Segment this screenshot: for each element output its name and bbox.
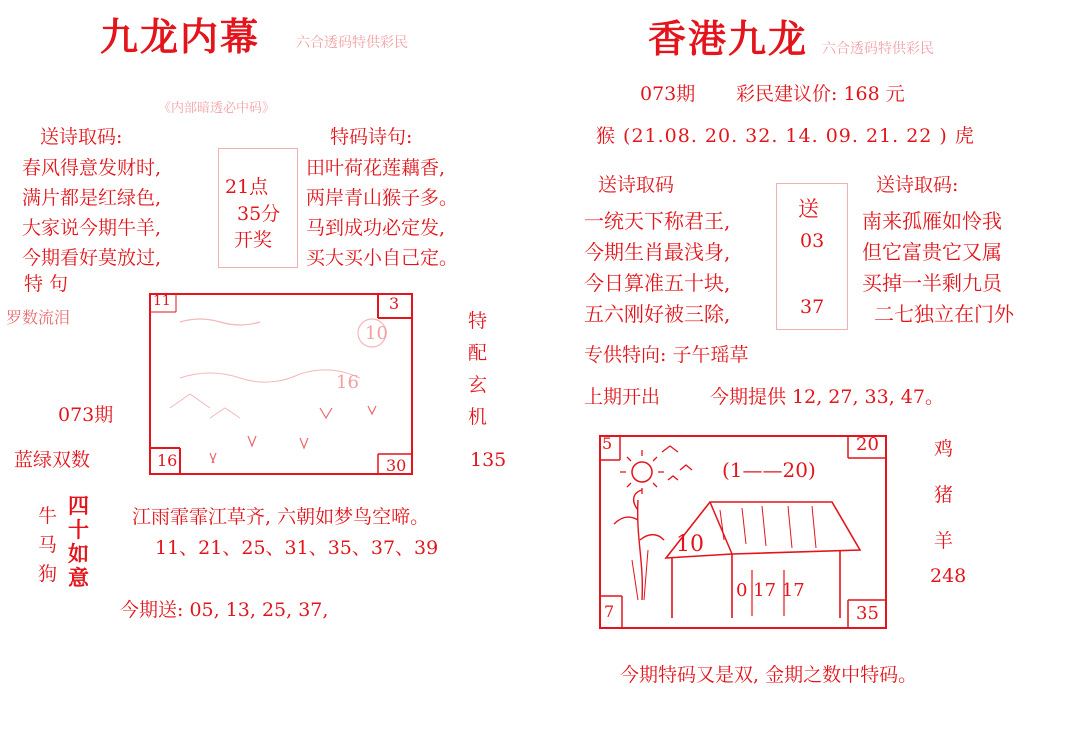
left-poem xyxy=(22,153,161,273)
left-tema-poem xyxy=(306,153,458,273)
left-send: 今期送: 05, 13, 25, 37, xyxy=(120,599,329,621)
time-hour: 21点 xyxy=(225,176,269,198)
left-pic-number: 16 xyxy=(336,372,359,393)
send-box-label: 送 xyxy=(798,197,819,221)
poem-line: 南来孤雁如怜我 xyxy=(862,209,1002,233)
sishi-char: 意 xyxy=(68,565,89,590)
left-subtitle: 六合透码特供彩民 xyxy=(296,35,408,51)
left-verse: 江雨霏霏江草齐, 六朝如梦鸟空啼。 xyxy=(132,506,430,528)
te-pei-char: 玄 xyxy=(468,374,488,396)
animal: 马 xyxy=(38,534,58,556)
luo-shu: 罗数流泪 xyxy=(6,308,71,327)
right-pic-door-numbers: 0 17 17 xyxy=(736,580,805,601)
left-pic-corner-br: 30 xyxy=(386,456,407,475)
right-pic-corner-tr: 20 xyxy=(856,434,879,455)
sishi-char: 四 xyxy=(68,493,89,518)
left-picture xyxy=(140,288,420,478)
last-open: 上期开出 xyxy=(584,386,661,408)
poem-line: 五六刚好被三除, xyxy=(584,302,731,326)
left-pic-corner-tl: 11 xyxy=(153,293,171,309)
sishi-char: 十 xyxy=(68,517,89,542)
left-tema-label: 特码诗句: xyxy=(330,126,413,148)
num-135: 135 xyxy=(470,449,507,471)
poem-line: 田叶荷花莲藕香, xyxy=(306,157,446,179)
animal: 猪 xyxy=(934,484,954,506)
monkey-tiger-line: 猴 (21.08. 20. 32. 14. 09. 21. 22 ) 虎 xyxy=(596,125,975,147)
animal: 狗 xyxy=(38,563,58,585)
right-pic-number: 10 xyxy=(676,532,704,557)
te-pei-char: 特 xyxy=(468,310,488,332)
time-draw: 开奖 xyxy=(234,229,273,251)
left-pic-corner-tr: 3 xyxy=(389,294,400,313)
right-pic-range: (1——20) xyxy=(722,458,816,482)
right-pic-corner-tl: 5 xyxy=(602,434,613,453)
poem-line: 二七独立在门外 xyxy=(874,302,1014,326)
te-ju: 特 句 xyxy=(24,273,69,295)
sishi-char: 如 xyxy=(68,541,89,566)
right-price: 彩民建议价: 168 元 xyxy=(736,83,905,105)
provide-line: 今期提供 12, 27, 33, 47。 xyxy=(710,386,944,408)
te-pei-char: 配 xyxy=(468,342,488,364)
right-sendpoem-label-right: 送诗取码: xyxy=(876,174,959,196)
animal: 羊 xyxy=(934,530,954,552)
poem-line: 一统天下称君王, xyxy=(584,209,731,233)
time-minute: 35分 xyxy=(237,203,281,225)
right-title: 香港九龙 xyxy=(648,16,809,61)
left-issue: 073期 xyxy=(58,404,114,426)
poem-line: 满片都是红绿色, xyxy=(22,187,162,209)
left-verse-numbers: 11、21、25、31、35、37、39 xyxy=(155,537,439,559)
right-issue: 073期 xyxy=(640,83,696,105)
left-pic-number: 10 xyxy=(365,323,388,344)
poem-line: 买大买小自己定。 xyxy=(306,247,459,269)
right-pic-corner-bl: 7 xyxy=(604,602,615,621)
right-animals xyxy=(934,426,953,564)
left-colors: 蓝绿双数 xyxy=(14,449,91,471)
poem-line: 今期看好莫放过, xyxy=(22,247,162,269)
left-animals xyxy=(38,502,57,589)
poem-line: 今日算准五十块, xyxy=(584,271,731,295)
right-pic-corner-br: 35 xyxy=(856,603,879,624)
special-line: 专供特向: 子午瑶草 xyxy=(584,344,749,366)
te-pei-char: 机 xyxy=(468,406,488,428)
right-subtitle: 六合透码特供彩民 xyxy=(822,41,934,57)
poem-line: 马到成功必定发, xyxy=(306,217,446,239)
send-box-number: 37 xyxy=(800,296,825,318)
left-note: 《内部暗透必中码》 xyxy=(158,101,276,116)
right-poem-left xyxy=(584,206,730,330)
poem-line: 大家说今期牛羊, xyxy=(22,217,162,239)
send-box-number: 03 xyxy=(800,230,825,252)
poem-line: 买掉一半剩九员 xyxy=(862,271,1002,295)
animal: 牛 xyxy=(38,505,58,527)
right-poem-right xyxy=(862,206,1014,330)
poem-line: 今期生肖最浅身, xyxy=(584,240,731,264)
animal: 鸡 xyxy=(934,438,954,460)
poem-line: 春风得意发财时, xyxy=(22,157,162,179)
left-title: 九龙内幕 xyxy=(100,14,261,59)
num-248: 248 xyxy=(930,565,967,587)
poem-line: 两岸青山猴子多。 xyxy=(306,187,459,209)
left-sendpoem-label: 送诗取码: xyxy=(40,126,123,148)
te-pei-column xyxy=(468,305,487,433)
sishi-ruyi xyxy=(68,494,89,590)
right-bottom-line: 今期特码又是双, 金期之数中特码。 xyxy=(620,664,918,686)
poem-line: 但它富贵它又属 xyxy=(862,240,1002,264)
right-sendpoem-label-left: 送诗取码 xyxy=(598,174,675,196)
left-pic-corner-bl: 16 xyxy=(157,451,178,470)
